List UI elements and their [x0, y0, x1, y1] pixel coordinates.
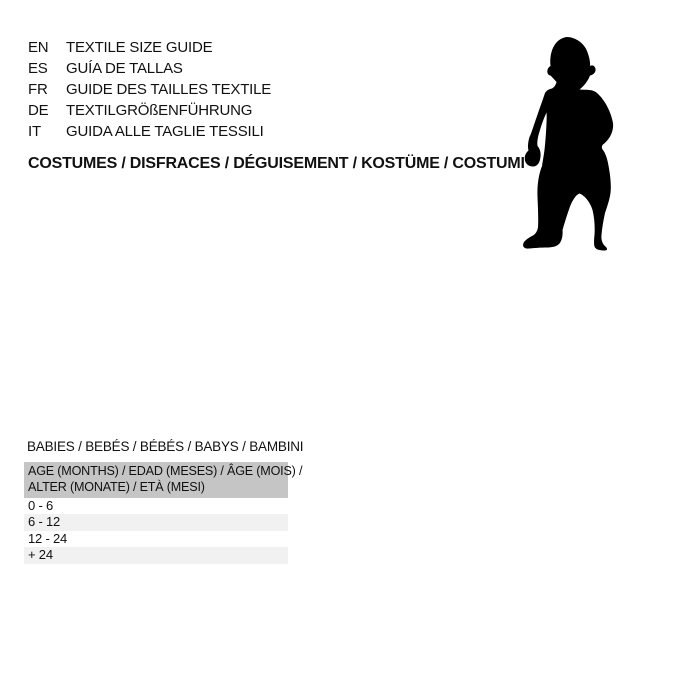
size-table [24, 462, 303, 564]
table-row: 0 - 6 [28, 498, 54, 513]
language-row-es [28, 58, 271, 79]
table-row: + 24 [24, 547, 288, 563]
language-label: GUIDE DES TAILLES TEXTILE [66, 81, 272, 98]
language-label: GUIDA ALLE TAGLIE TESSILI [66, 123, 264, 140]
language-list [28, 37, 271, 142]
baby-silhouette [523, 37, 613, 251]
baby-silhouette-icon [521, 37, 618, 253]
language-label: GUÍA DE TALLAS [66, 60, 183, 77]
language-code: FR [28, 81, 48, 98]
language-row-fr [28, 79, 271, 100]
language-label: TEXTILGRÖßENFÜHRUNG [66, 102, 253, 119]
table-row: 12 - 24 [28, 530, 68, 546]
size-table-header-line1: AGE (MONTHS) / EDAD (MESES) / ÂGE (MOIS) / [28, 464, 303, 478]
size-table-header-line2: ALTER (MONATE) / ETÀ (MESI) [28, 479, 205, 494]
category-title: COSTUMES / DISFRACES / DÉGUISEMENT / KOSTÜME / COSTUMI [28, 155, 525, 172]
size-table-header [24, 462, 303, 498]
language-row-en [28, 37, 271, 58]
table-row: 6 - 12 [24, 514, 288, 530]
size-table-title: BABIES / BEBÉS / BÉBÉS / BABYS / BAMBINI [27, 439, 304, 454]
language-row-it [28, 121, 271, 142]
language-code: IT [28, 123, 41, 140]
language-code: EN [28, 39, 49, 56]
language-code: DE [28, 102, 49, 119]
language-code: ES [28, 60, 48, 77]
size-table-body [24, 498, 288, 564]
language-label: TEXTILE SIZE GUIDE [66, 39, 213, 56]
language-row-de [28, 100, 271, 121]
